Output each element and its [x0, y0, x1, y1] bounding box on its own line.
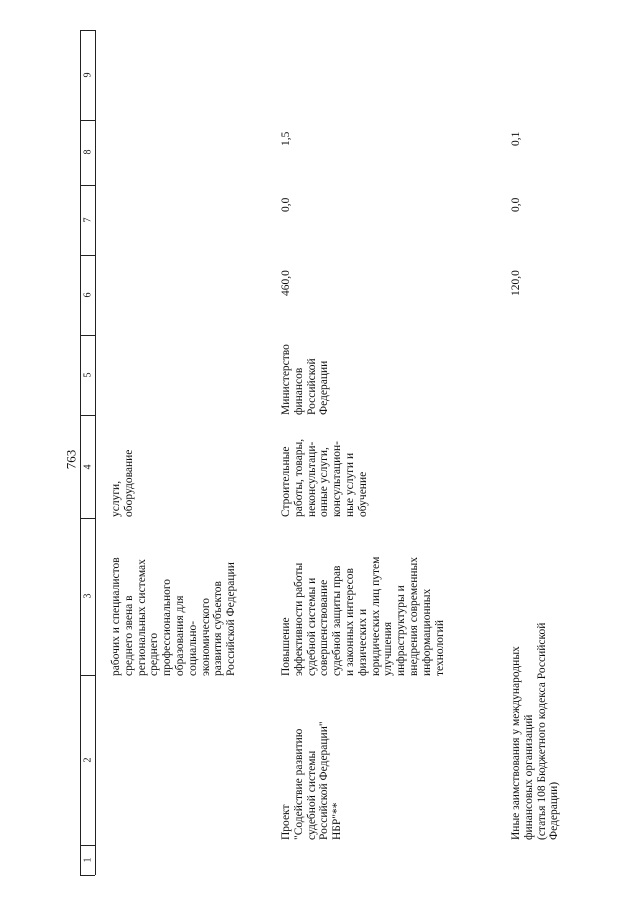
- header-separator: [80, 675, 95, 676]
- column-number-7: 7: [82, 217, 93, 223]
- other-borrowings-value-col8: 0,1: [510, 131, 522, 146]
- other-borrowings-value-col7: 0,0: [510, 197, 522, 212]
- header-separator: [80, 185, 95, 186]
- header-separator: [80, 845, 95, 846]
- project-name: Проект "Содействие развитию судебной системы Российской Федерации" НБР"**: [280, 721, 344, 840]
- other-borrowings-amount: 120,0: [510, 270, 522, 296]
- header-separator: [80, 415, 95, 416]
- column-number-6: 6: [82, 292, 93, 298]
- project-description: Повышение эффективности работы судебной системы и совершенствование судебной защиты прав и законных интересов физических и юридических лиц путем улучшения инфраструктуры и внедрения современных информационных технологий: [280, 556, 446, 676]
- project-value-col7: 0,0: [280, 197, 292, 212]
- continued-row-procurement: услуги, оборудование: [110, 449, 135, 517]
- column-number-9: 9: [82, 72, 93, 78]
- header-separator: [80, 875, 95, 876]
- header-separator: [80, 120, 95, 121]
- project-procurement: Строительные работы, товары, неконсультаци- онные услуги, консультацион- ные услуги и обучение: [280, 438, 369, 517]
- page-number: 763: [63, 449, 79, 470]
- column-number-3: 3: [82, 593, 93, 599]
- header-separator: [80, 255, 95, 256]
- header-separator: [80, 518, 95, 519]
- header-separator: [80, 30, 95, 31]
- column-number-5: 5: [82, 372, 93, 378]
- column-number-4: 4: [82, 464, 93, 470]
- other-borrowings-label: Иные заимствования у международных финансовых организаций (статья 108 Бюджетного кодекса Российской Федерации): [510, 622, 561, 840]
- column-number-2: 2: [82, 757, 93, 763]
- continued-row-description: рабочих и специалистов среднего звена в региональных системах среднего профессионального образования для социально- экономического развития субъектов Российской Федерации: [110, 557, 238, 676]
- column-number-1: 1: [82, 857, 93, 863]
- project-executor: Министерство финансов Российской Федерации: [280, 344, 331, 415]
- project-value-col8: 1,5: [280, 131, 292, 146]
- project-amount: 460,0: [280, 270, 292, 296]
- header-separator: [80, 335, 95, 336]
- column-number-8: 8: [82, 149, 93, 155]
